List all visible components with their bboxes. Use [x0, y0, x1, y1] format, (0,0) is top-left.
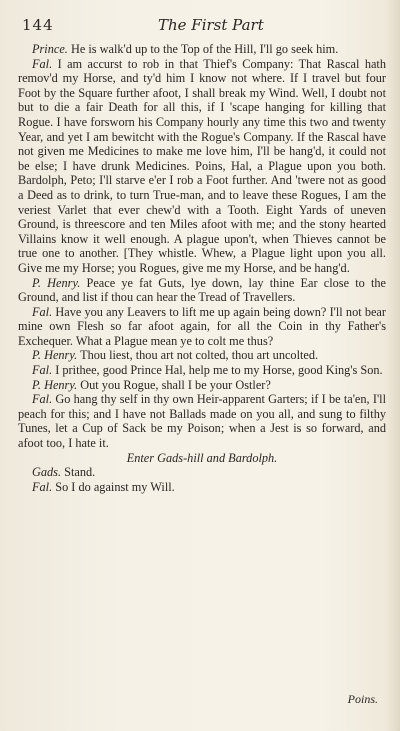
speech-text: Out you Rogue, shall I be your Ostler? — [80, 377, 271, 392]
page-number: 144 — [22, 16, 54, 34]
catchword: Poins. — [347, 692, 378, 706]
speech-text: I am accurst to rob in that Thief's Company: That Rascal hath remov'd my Horse, and ty'd him I know not where. If I travel but four Foot by the Square further afoot, I shall break my Wind. Well, I doubt not but to die a fair Death for all this, if I 'scape hanging for killing that Rogue. I have forsworn his Company hourly any time this two and twenty Year, and yet I am bewitcht with the Rogue's Company. If the Rascal have not given me Medicines to make me love him, I'll be hang'd, it could not be else; I have drunk Medicines. Poins, Hal, a Plague upon you both. Bardolph, Peto; I'll starve e'er I rob a Foot further. And 'twere not as good a Deed as to drink, to turn True-man, and to leave these Rogues, I am the veriest Varlet that ever chew'd with a Tooth. Eight Yards of uneven Ground, is threescore and ten Miles afoot with me; and the stony hearted Villains know it well enough. A plague upon't, when Thieves cannot be true one to another. [They whistle. Whew, a Plague light upon you all. Give me my Horse; you Rogues, give me my Horse, and be hang'd. — [18, 56, 386, 275]
speech-text: Stand. — [64, 465, 96, 480]
speech — [18, 348, 386, 363]
speaker-label: Fal. — [32, 479, 53, 494]
speech-text: He is walk'd up to the Top of the Hill, I'll go seek him. — [70, 42, 339, 56]
speaker-label: Gads. — [32, 465, 62, 480]
speech — [18, 480, 386, 495]
speech — [18, 305, 386, 349]
speech-text: Thou liest, thou art not colted, thou art uncolted. — [80, 348, 319, 363]
speech — [18, 42, 386, 57]
speaker-label: P. Henry. — [32, 377, 78, 392]
speech — [18, 363, 386, 378]
speech — [18, 276, 386, 305]
page-header — [22, 16, 382, 36]
speaker-label: Fal. — [32, 392, 53, 407]
speech-text: I prithee, good Prince Hal, help me to my Horse, good King's Son. — [55, 363, 383, 378]
speech-text: Have you any Leavers to lift me up again being down? I'll not bear mine own Flesh so far afoot again, for all the Coin in thy Father's Exchequer. What a Plague mean ye to colt me thus? — [18, 304, 386, 348]
stage-direction-text: Enter Gads-hill and Bardolph. — [126, 450, 278, 465]
speaker-label: Fal. — [32, 56, 53, 71]
speech — [18, 378, 386, 393]
stage-direction — [18, 451, 386, 466]
running-head: The First Part — [158, 16, 264, 34]
speech-text: So I do against my Will. — [55, 479, 175, 494]
speech — [18, 465, 386, 480]
speaker-label: Prince. — [32, 42, 68, 56]
speech-text: Go hang thy self in thy own Heir-apparent Garters; if I be ta'en, I'll peach for this; and I have not Ballads made on you all, and sung to filthy Tunes, let a Cup of Sack be my Poison; when a Jest is so forward, and afoot too, I hate it. — [18, 392, 386, 451]
speaker-label: P. Henry. — [32, 348, 78, 363]
speech-text: Peace ye fat Guts, lye down, lay thine Ear close to the Ground, and list if thou can hear the Tread of Travellers. — [18, 275, 386, 305]
speaker-label: Fal. — [32, 304, 53, 319]
speech — [18, 392, 386, 450]
speaker-label: Fal. — [32, 363, 53, 378]
play-text — [18, 42, 386, 494]
speech — [18, 57, 386, 276]
page-edge-shadow — [386, 0, 400, 731]
speaker-label: P. Henry. — [32, 275, 81, 290]
